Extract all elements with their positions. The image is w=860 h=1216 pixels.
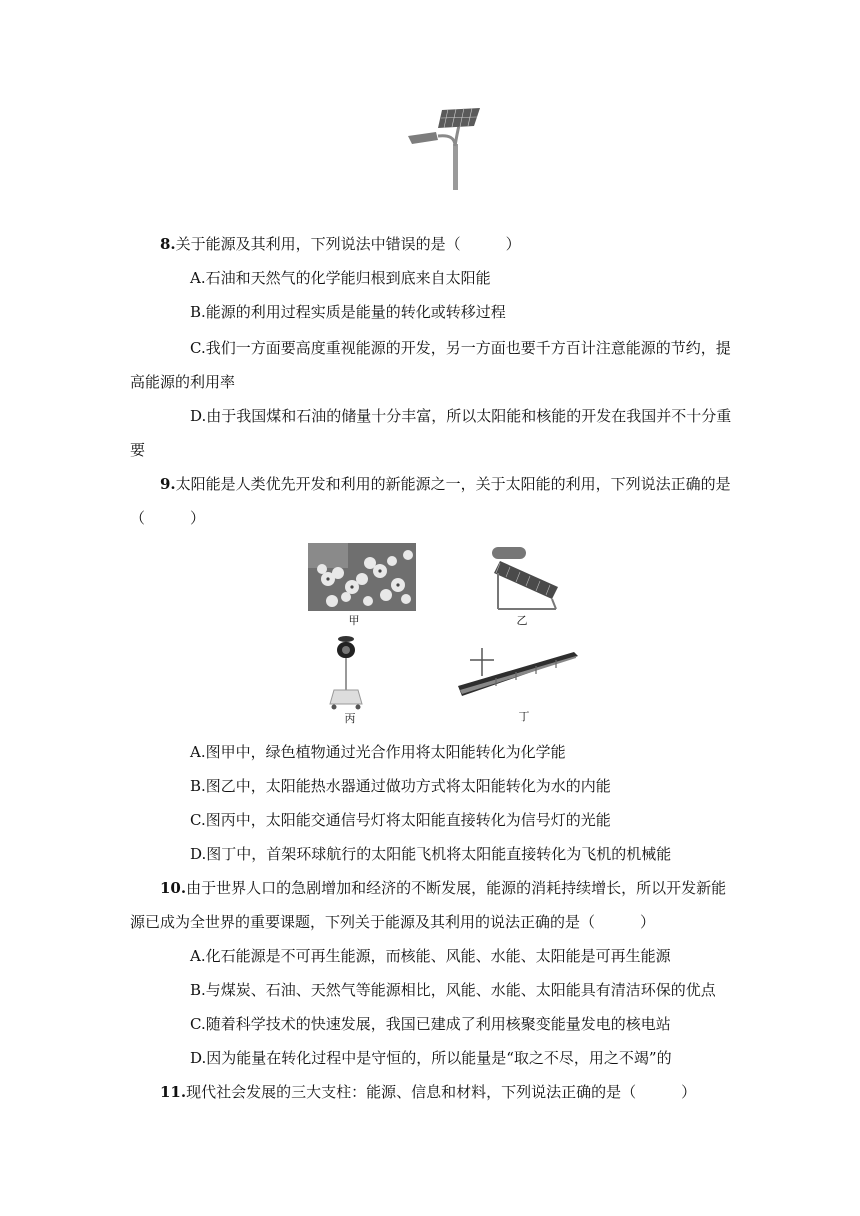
question-9-option-d: D.图丁中，首架环球航行的太阳能飞机将太阳能直接转化为飞机的机械能: [190, 845, 672, 863]
solar-street-lamp-figure: [398, 104, 488, 194]
question-8-option-c: C.我们一方面要高度重视能源的开发，另一方面也要千方百计注意能源的节约，提: [190, 339, 731, 357]
plant-photosynthesis-image: [308, 543, 416, 611]
question-8-option-d-cont: 要: [130, 441, 146, 459]
question-number: 10.: [160, 879, 187, 897]
question-10-stem-cont: 源已成为全世界的重要课题，下列关于能源及其利用的说法正确的是（ ）: [130, 913, 656, 931]
question-9-option-c: C.图丙中，太阳能交通信号灯将太阳能直接转化为信号灯的光能: [190, 811, 611, 829]
question-9-option-a: A.图甲中，绿色植物通过光合作用将太阳能转化为化学能: [190, 743, 566, 761]
figure-caption-bing: 丙: [344, 712, 356, 725]
question-9-option-b: B.图乙中，太阳能热水器通过做功方式将太阳能转化为水的内能: [190, 777, 611, 795]
question-9-stem-cont: （ ）: [130, 509, 206, 527]
question-number: 11.: [160, 1083, 187, 1101]
figure-caption-yi: 乙: [516, 614, 528, 627]
question-11-stem: 11.现代社会发展的三大支柱：能源、信息和材料，下列说法正确的是（ ）: [160, 1083, 697, 1101]
question-10-option-b: B.与煤炭、石油、天然气等能源相比，风能、水能、太阳能具有清洁环保的优点: [190, 981, 716, 999]
solar-airplane-image: [456, 646, 580, 702]
figure-caption-jia: 甲: [348, 614, 360, 627]
question-10-stem: 10.由于世界人口的急剧增加和经济的不断发展，能源的消耗持续增长，所以开发新能: [160, 879, 727, 897]
solar-water-heater-image: [486, 543, 576, 613]
figure-caption-ding: 丁: [518, 710, 530, 723]
question-number: 9.: [160, 475, 176, 493]
question-number: 8.: [160, 235, 176, 253]
question-8-option-d: D.由于我国煤和石油的储量十分丰富，所以太阳能和核能的开发在我国并不十分重: [190, 407, 732, 425]
question-10-option-c: C.随着科学技术的快速发展，我国已建成了利用核聚变能量发电的核电站: [190, 1015, 671, 1033]
solar-traffic-light-image: [324, 632, 374, 712]
question-8-option-b: B.能源的利用过程实质是能量的转化或转移过程: [190, 303, 506, 321]
question-8-option-a: A.石油和天然气的化学能归根到底来自太阳能: [190, 269, 491, 287]
question-8-option-c-cont: 高能源的利用率: [130, 373, 236, 391]
question-8-stem: 8.关于能源及其利用，下列说法中错误的是（ ）: [160, 235, 521, 253]
question-10-option-a: A.化石能源是不可再生能源，而核能、风能、水能、太阳能是可再生能源: [190, 947, 671, 965]
question-9-stem: 9.太阳能是人类优先开发和利用的新能源之一，关于太阳能的利用，下列说法正确的是: [160, 475, 731, 493]
question-10-option-d: D.因为能量在转化过程中是守恒的，所以能量是“取之不尽，用之不竭”的: [190, 1049, 672, 1067]
